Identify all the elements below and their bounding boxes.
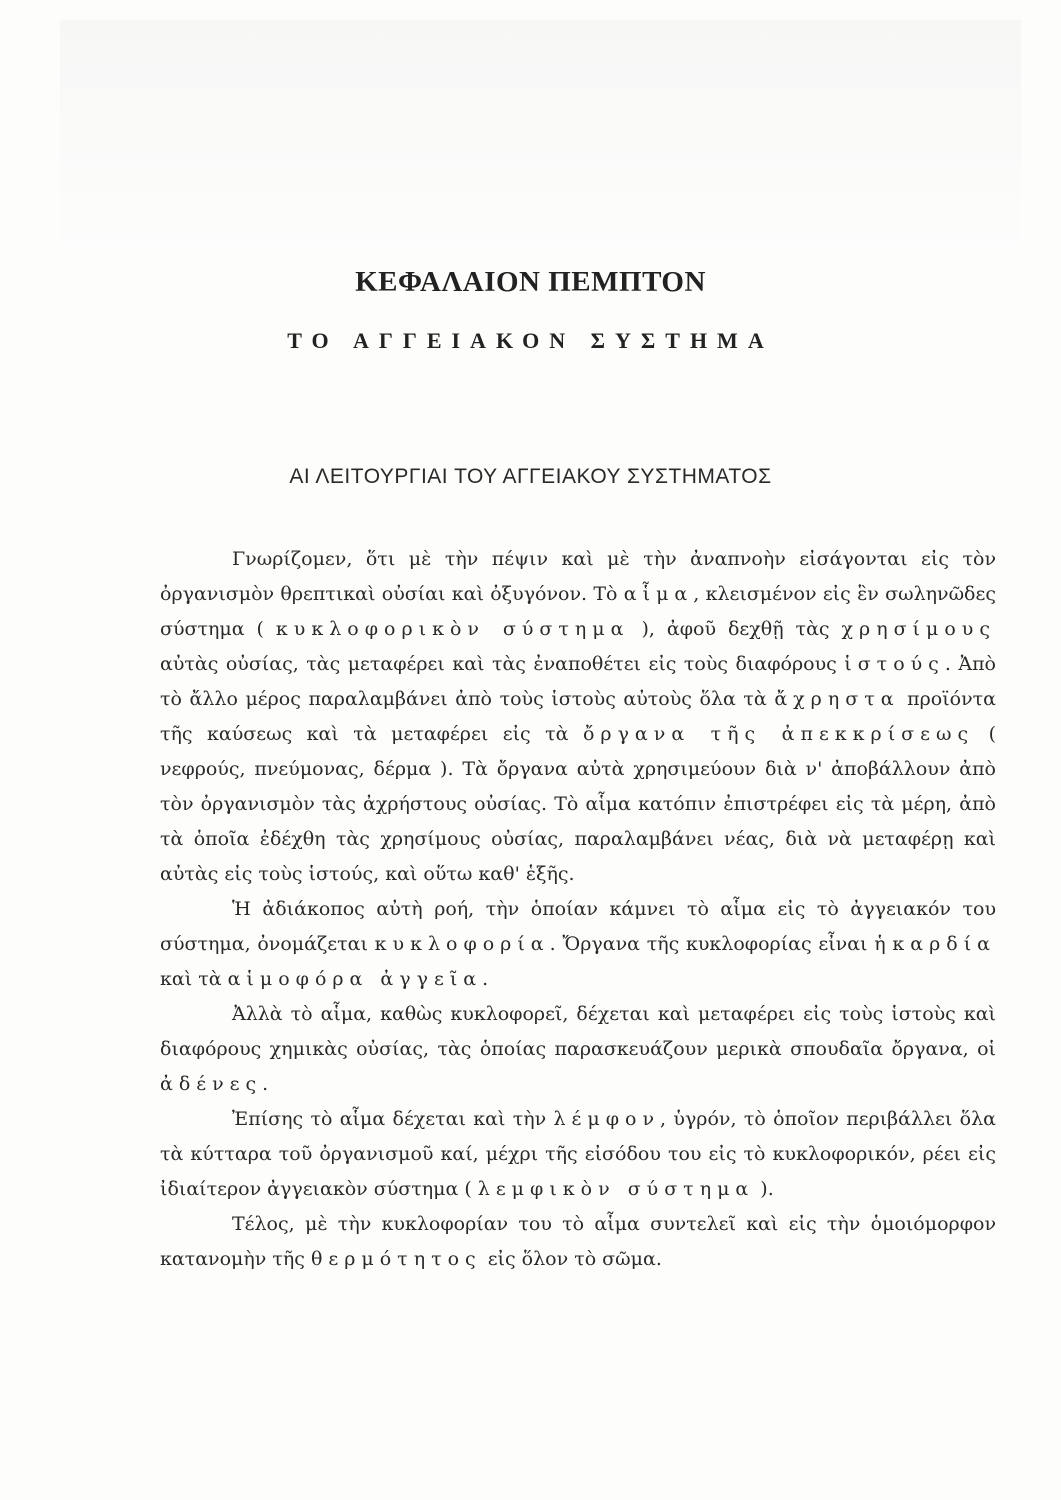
text-run: . Ὄργανα τῆς κυκλοφορίας εἶναι ἡ	[549, 933, 893, 955]
text-run: ), ἀφοῦ δεχθῇ τὰς	[629, 618, 842, 640]
spaced-term: ἀδένες	[160, 1073, 263, 1095]
paragraph	[160, 1102, 996, 1207]
spaced-term: λέμφον	[553, 1108, 661, 1130]
text-run: Ἡ ἀδιάκοπος αὐτὴ ροή, τὴν ὁποίαν κάμνει τὸ αἷμα εἰς τὸ ἀγγειακόν του σύστημα, ὀνομάζεται	[160, 898, 996, 955]
spaced-term: χρησίμους	[841, 618, 996, 640]
text-run: ).	[754, 1178, 774, 1200]
spaced-term: αἷμα	[623, 583, 694, 605]
text-run: αὐτὰς οὐσίας, τὰς μεταφέρει καὶ τὰς ἐναποθέτει εἰς τοὺς διαφόρους	[160, 653, 845, 675]
text-run: εἰς ὅλον τὸ σῶμα.	[481, 1248, 662, 1270]
text-run: .	[482, 968, 489, 990]
text-run: Ἀλλὰ τὸ αἷμα, καθὼς κυκλοφορεῖ, δέχεται καὶ μεταφέρει εἰς τοὺς ἱστοὺς καὶ διαφόρους χημικὰς οὐσίας, τὰς ὁποίας παρασκευάζουν μερικὰ σπουδαῖα ὄργανα, οἱ	[160, 1003, 996, 1060]
text-run: Γνωρίζομεν, ὅτι μὲ τὴν πέψιν καὶ μὲ τὴν ἀναπνοὴν εἰσάγονται εἰς τὸν ὀργανισμὸν θρεπτικαὶ οὐσίαι καὶ ὀξυγόνον. Τὸ	[160, 548, 996, 605]
spaced-term: αἱμοφόρα ἀγγεῖα	[227, 968, 483, 990]
spaced-term: κυκλοφορικὸν σύστημα	[275, 618, 630, 640]
paragraph	[160, 542, 996, 892]
chapter-title: ΚΕΦΑΛΑΙΟΝ ΠΕΜΠΤΟΝ	[355, 266, 706, 298]
spaced-term: θερμότητος	[310, 1248, 482, 1270]
paragraph	[160, 892, 996, 997]
paragraph	[160, 1207, 996, 1277]
spaced-term: λεμφικὸν σύστημα	[477, 1178, 755, 1200]
text-run: προϊόντα τῆς καύσεως καὶ τὰ μεταφέρει εἰς τὰ	[160, 688, 996, 745]
text-run: . Ἀπὸ τὸ ἄλλο μέρος παραλαμβάνει ἀπὸ τοὺς ἱστοὺς αὐτοὺς ὅλα τὰ	[160, 653, 996, 710]
text-run: .	[262, 1073, 269, 1095]
text-run: Τέλος, μὲ τὴν κυκλοφορίαν του τὸ αἷμα συντελεῖ καὶ εἰς τὴν ὁμοιόμορφον κατανομὴν τῆς	[160, 1213, 996, 1270]
section-heading: ΑΙ ΛΕΙΤΟΥΡΓΙΑΙ ΤΟΥ ΑΓΓΕΙΑΚΟΥ ΣΥΣΤΗΜΑΤΟΣ	[289, 465, 772, 488]
show-through-shading	[60, 20, 1021, 260]
spaced-term: ἄχρηστα	[774, 688, 900, 710]
text-run: , ὑγρόν, τὸ ὁποῖον περιβάλλει ὅλα τὰ κύτταρα τοῦ ὀργανισμοῦ καί, μέχρι τῆς εἰσόδου του εἰς τὸ κυκλοφορικόν, ρέει εἰς ἰδιαίτερον ἀγγειακὸν σύστημα (	[160, 1108, 996, 1200]
text-run: Ἐπίσης τὸ αἷμα δέχεται καὶ τὴν	[232, 1108, 554, 1130]
paragraph	[160, 997, 996, 1102]
spaced-term: ὄργανα τῆς ἀπεκκρίσεως	[582, 723, 975, 745]
spaced-term: ἱστούς	[844, 653, 945, 675]
spaced-term: καρδία	[892, 933, 996, 955]
text-run: καὶ τὰ	[160, 968, 228, 990]
chapter-subtitle: ΤΟ ΑΓΓΕΙΑΚΟΝ ΣΥΣΤΗΜΑ	[287, 328, 774, 353]
body-text	[160, 542, 996, 1277]
text-run: , κλεισμένον εἰς ἓν σωληνῶδες σύστημα (	[160, 583, 996, 640]
spaced-term: κυκλοφορία	[374, 933, 550, 955]
text-run: ( νεφρούς, πνεύμονας, δέρμα ). Τὰ ὄργανα αὐτὰ χρησιμεύουν διὰ ν' ἀποβάλλουν ἀπὸ τὸν ὀργανισμὸν τὰς ἀχρήστους οὐσίας. Τὸ αἷμα κατόπιν ἐπιστρέφει εἰς τὰ μέρη, ἀπὸ τὰ ὁποῖα ἐδέχθη τὰς χρησίμους οὐσίας, παραλαμβάνει νέας, διὰ νὰ μεταφέρῃ καὶ αὐτὰς εἰς τοὺς ἱστούς, καὶ οὕτω καθ' ἑξῆς.	[160, 723, 996, 885]
